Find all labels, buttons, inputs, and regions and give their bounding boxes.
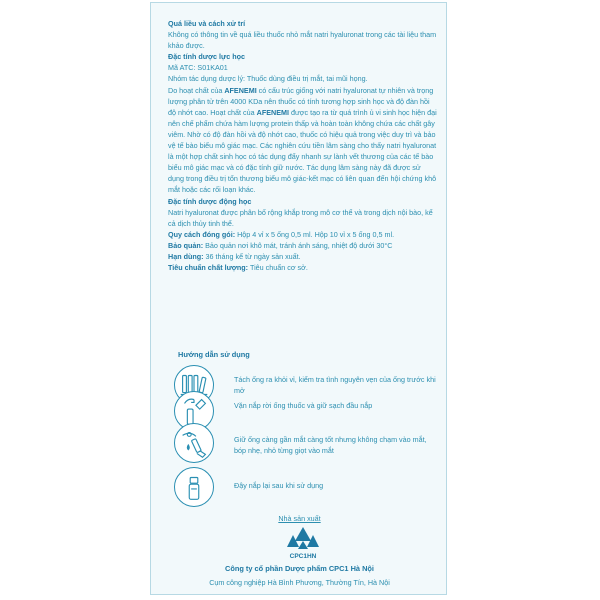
overdose-heading: Quá liều và cách xử trí: [168, 19, 246, 28]
storage-line: [168, 240, 438, 251]
usage-step-4-text: Đậy nắp lại sau khi sử dụng: [234, 481, 324, 490]
shelf-life-line: [168, 251, 438, 262]
usage-step-4: [174, 467, 444, 511]
overdose-text: Không có thông tin về quá liều thuốc nhỏ mắt natri hyaluronat trong các tài liệu tham khảo được.: [168, 30, 437, 51]
company-address: Cụm công nghiệp Hà Bình Phương, Thường Tín, Hà Nội: [209, 578, 390, 587]
recap-icon: [174, 467, 214, 507]
storage-value: Bảo quản nơi khô mát, tránh ánh sáng, nhiệt độ dưới 30°C: [203, 240, 393, 250]
quality-line: [168, 262, 438, 273]
usage-step-2-text: Vặn nắp rời ống thuốc và giữ sạch đầu nắp: [234, 401, 373, 410]
leaflet-panel: [150, 2, 447, 595]
pharmacodynamics-heading: Đặc tính dược lực học: [168, 52, 246, 62]
company-name: Công ty cổ phần Dược phẩm CPC1 Hà Nội: [225, 564, 374, 573]
packaging-value: Hộp 4 vỉ x 5 ống 0,5 ml. Hộp 10 vỉ x 5 ống 0,5 ml.: [235, 229, 395, 239]
pd-text-part-3: được tạo ra từ quá trình ủ vi sinh học hiện đại nên chế phẩm chứa hàm lượng protein thấp và hoàn toàn không chứa các chất gây viêm. Nhờ có độ đàn hồi và độ nhớt cao, thuốc có hiệu quả trong việc duy trì và bảo vệ tế bào biểu mô giác mạc. Các nghiên cứu tiền lâm sàng cho thấy natri hyaluronat là một hợp chất sinh học có tác dụng đẩy nhanh sự lành vết thương của các tế bào biểu mô giác mạc và có đặc tính giữ nước. Tác dụng lâm sàng này đã được sử dụng trong điều trị tổn thương biểu mô giác-kết mạc có liên quan đến hội chứng khô mắt hoặc các rối loạn khác.: [168, 107, 437, 195]
pharmacokinetics-text: Natri hyaluronat được phân bố rộng khắp trong mô cơ thể và trong dịch nội bào, kể cả dịch thủy tinh thể.: [168, 207, 433, 228]
manufacturer-link[interactable]: Nhà sản xuất: [278, 514, 321, 523]
shelf-life-label: Hạn dùng:: [168, 251, 204, 261]
quality-label: Tiêu chuẩn chất lượng:: [168, 263, 249, 273]
packaging-line: [168, 229, 438, 240]
packaging-label: Quy cách đóng gói:: [168, 229, 236, 239]
usage-step-3: [174, 423, 444, 467]
pd-text-part-2: có cấu trúc giống với natri hyaluronat tự nhiên và trọng lượng phân tử trên 4000 KDa nên thuốc có tính tương hợp sinh học và độ đàn hồi độ nhớt cao. Hoạt chất của: [168, 85, 434, 117]
usage-guide-title: Hướng dẫn sử dụng: [178, 350, 250, 359]
storage-label: Bảo quản:: [168, 240, 204, 250]
quality-value: Tiêu chuẩn cơ sở.: [248, 263, 308, 273]
pharmacological-group: Nhóm tác dụng dược lý: Thuốc dùng điều trị mắt, tai mũi họng.: [168, 74, 368, 84]
shelf-life-value: 36 tháng kể từ ngày sản xuất.: [203, 251, 301, 261]
eye-drop-icon: [174, 423, 214, 463]
pd-text-part-1: Do hoạt chất của: [168, 85, 225, 95]
leaflet-text: [168, 18, 438, 273]
pharmacokinetics-heading: Đặc tính dược động học: [168, 196, 252, 206]
brand-name: AFENEMI: [224, 85, 257, 95]
pharmacodynamics-text: [168, 85, 438, 196]
usage-step-1-text: Tách ống ra khỏi vỉ, kiểm tra tình nguyên vẹn của ống trước khi mở: [234, 375, 436, 395]
logo-text: CPC1HN: [289, 553, 317, 560]
cpc1hn-logo: [283, 527, 323, 561]
atc-code: Mã ATC: S01KA01: [168, 63, 228, 73]
usage-step-3-text: Giữ ống càng gần mắt càng tốt nhưng không chạm vào mắt, bóp nhẹ, nhỏ từng giọt vào mắt: [234, 435, 427, 455]
brand-name: AFENEMI: [256, 107, 289, 117]
